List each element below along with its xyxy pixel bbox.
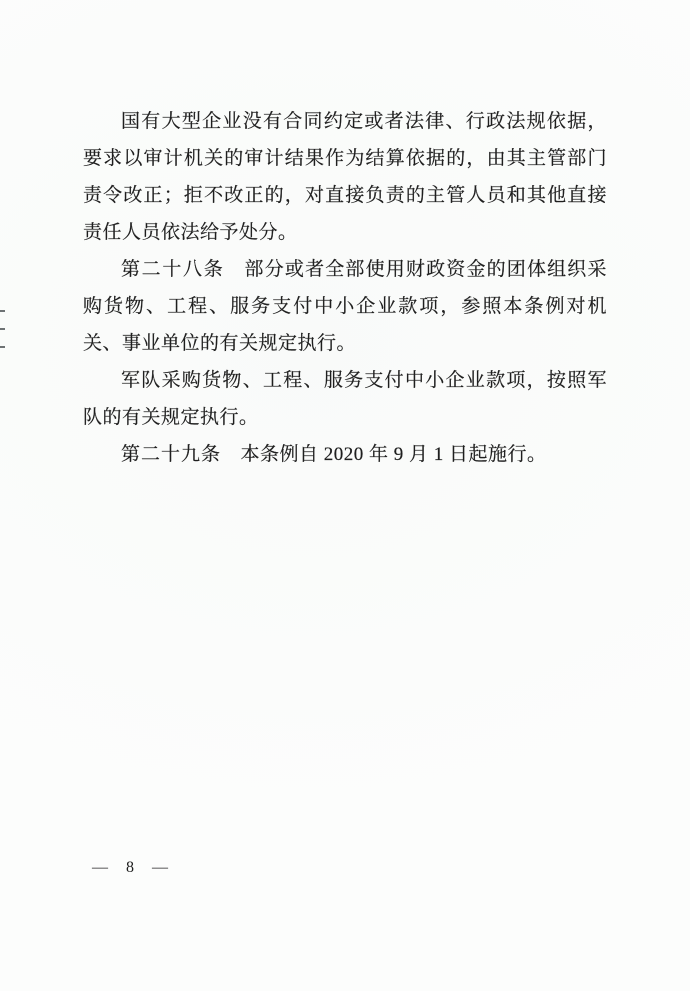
paragraph-article-28 bbox=[83, 251, 607, 362]
scan-artifact-tick bbox=[0, 328, 5, 330]
scan-artifact-tick bbox=[0, 310, 5, 312]
document-body bbox=[83, 103, 607, 473]
paragraph-military-procurement: 军队采购货物、工程、服务支付中小企业款项，按照军队的有关规定执行。 bbox=[83, 370, 607, 428]
article-28-number: 第二十八条 bbox=[121, 259, 225, 280]
page-number: — 8 — bbox=[92, 859, 175, 876]
article-28-body: 部分或者全部使用财政资金的团体组织采购货物、工程、服务支付中小企业款项，参照本条例对机关、事业单位的有关规定执行。 bbox=[83, 259, 607, 354]
paragraph-article-29 bbox=[83, 436, 607, 473]
scan-artifact-tick bbox=[0, 346, 5, 348]
paragraph-audit-settlement: 国有大型企业没有合同约定或者法律、行政法规依据，要求以审计机关的审计结果作为结算依据的，由其主管部门责令改正；拒不改正的，对直接负责的主管人员和其他直接责任人员依法给予处分。 bbox=[83, 111, 607, 243]
article-29-number: 第二十九条 bbox=[121, 444, 222, 465]
article-29-body: 本条例自 2020 年 9 月 1 日起施行。 bbox=[221, 444, 547, 465]
